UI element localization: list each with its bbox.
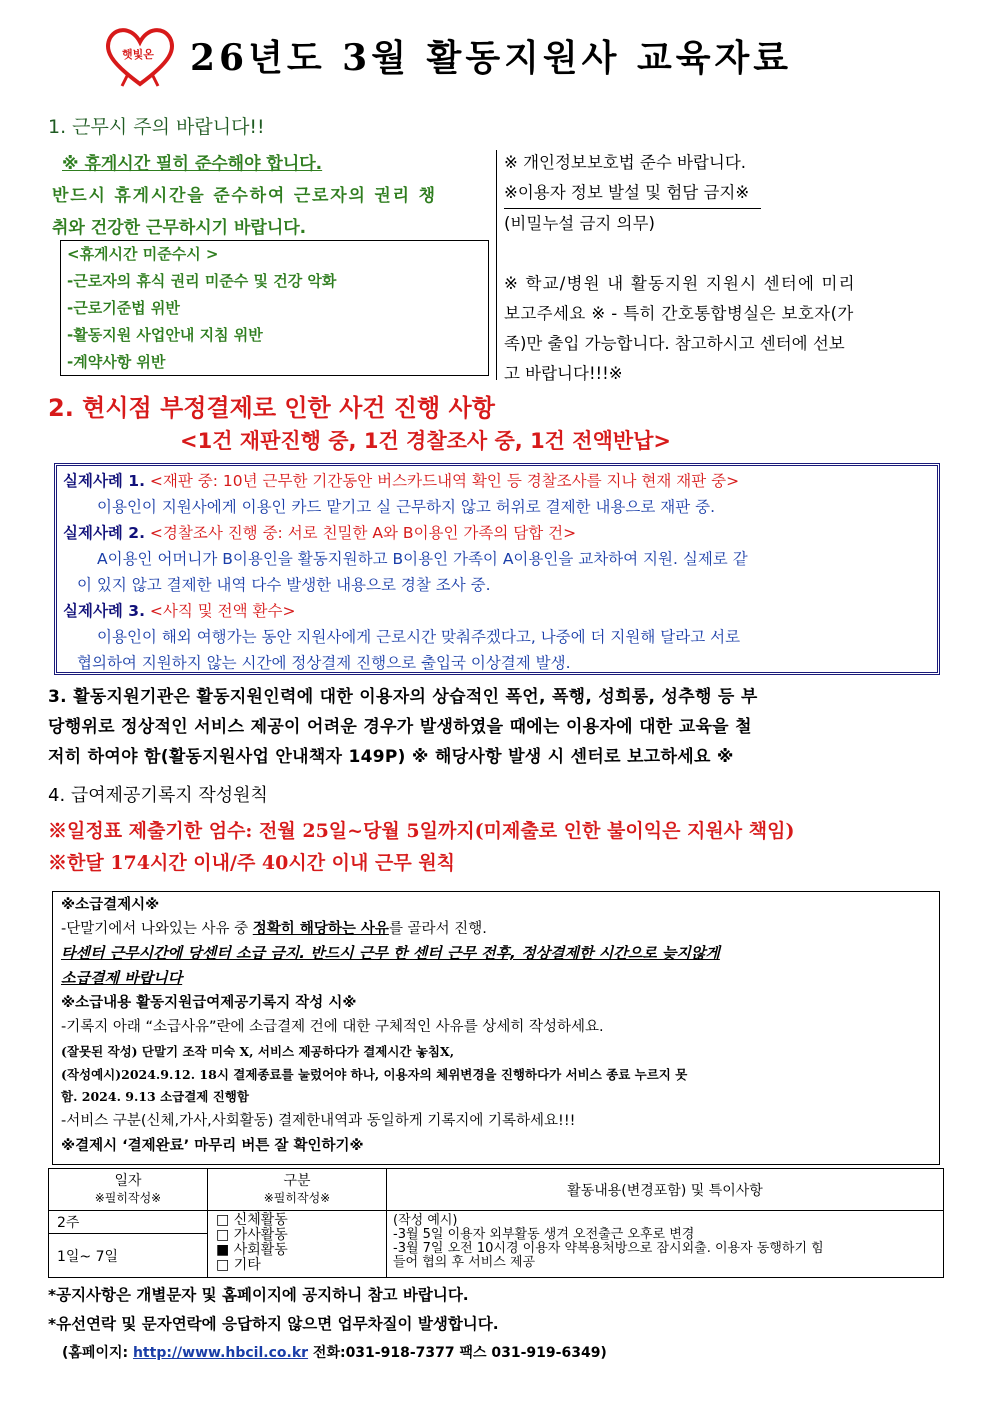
type-header xyxy=(208,1169,387,1211)
page-title: 26년도 3월 활동지원사 교육자료 xyxy=(190,37,793,79)
content-cell xyxy=(387,1211,944,1278)
retro-line2: 타센터 근무시간에 당센터 소급 금지. 반드시 근무 한 센터 근무 전후, 정상결제한 시간으로 늦지않게 xyxy=(61,944,720,962)
retro-heading: ※소급결제시※ xyxy=(61,897,160,913)
retro-line1 xyxy=(61,918,487,940)
date-header-note: ※필히작성※ xyxy=(94,1190,162,1205)
week-cell: 2주 xyxy=(49,1211,208,1234)
case3-label: 실제사례 3. xyxy=(63,602,145,620)
checkbox-icon[interactable]: □ xyxy=(216,1212,230,1228)
break-line1: ※ 휴게시간 필히 준수해야 합니다. xyxy=(62,154,323,174)
section3-line2: 당행위로 정상적인 서비스 제공이 어려운 경우가 발생하였을 때에는 이용자에 대한 교육을 철 xyxy=(48,717,752,737)
retro-example1: (작성예시)2024.9.12. 18시 결제종료를 눌렀어야 하나, 이용자의 체위변경을 진행하다가 서비스 종료 누르지 못 xyxy=(61,1067,688,1082)
retro-record-heading: ※소급내용 활동지원급여제공기록지 작성 시※ xyxy=(61,995,357,1011)
hospital-line1: ※ 학교/병원 내 활동지원 지원시 센터에 미리 xyxy=(504,274,856,293)
option-label: 기타 xyxy=(233,1257,261,1273)
case3-body2: 협의하여 지원하지 않는 시간에 정상결제 진행으로 출입국 이상결제 발생. xyxy=(77,654,571,672)
case-box xyxy=(54,463,940,675)
retro-line1-b: 정확히 해당하는 사유 xyxy=(252,921,389,937)
section3-paragraph xyxy=(48,682,944,772)
range-cell: 1일~ 7일 xyxy=(49,1234,208,1278)
footer-note1: *공지사항은 개별문자 및 홈페이지에 공지하니 참고 바랍니다. xyxy=(48,1286,469,1304)
heart-logo xyxy=(100,24,180,90)
retro-line8: -서비스 구분(신체,가사,사회활동) 결제한내역과 동일하게 기록지에 기록하세요!!! xyxy=(61,1113,576,1129)
date-header-label: 일자 xyxy=(114,1172,142,1189)
footer-note2: *유선연락 및 문자연락에 응답하지 않으면 업무차질이 발생합니다. xyxy=(48,1315,499,1333)
section3-line1: 3. 활동지원기관은 활동지원인력에 대한 이용자의 상습적인 폭언, 폭행, 성희롱, 성추행 등 부 xyxy=(48,687,758,707)
privacy-notice xyxy=(504,148,934,389)
retro-line4: -기록지 아래 “소급사유”란에 소급결제 건에 대한 구체적인 사유를 상세히 작성하세요. xyxy=(61,1019,604,1035)
checkbox-checked-icon[interactable]: ■ xyxy=(216,1242,230,1258)
date-header xyxy=(49,1169,208,1211)
privacy-line2: ※이용자 정보 발설 및 험담 금지※ xyxy=(504,178,761,209)
checkbox-icon[interactable]: □ xyxy=(216,1227,230,1243)
break-time-notice xyxy=(52,148,492,378)
content-header: 활동내용(변경포함) 및 특이사항 xyxy=(387,1169,944,1211)
section4-heading: 4. 급여제공기록지 작성원칙 xyxy=(48,785,268,806)
option-label: 사회활동 xyxy=(233,1242,288,1258)
logo-text: 햇빛온 xyxy=(122,48,154,61)
column-divider xyxy=(496,150,497,380)
privacy-line3: (비밀누설 금지 의무) xyxy=(504,214,655,233)
option-other[interactable] xyxy=(216,1258,385,1273)
option-physical[interactable] xyxy=(216,1213,385,1228)
violation-title: <휴게시간 미준수시 > xyxy=(67,245,219,263)
example-title: (작성 예시) xyxy=(393,1213,458,1228)
break-line2: 반드시 휴게시간을 준수하여 근로자의 권리 챙 xyxy=(52,186,437,206)
type-header-note: ※필히작성※ xyxy=(263,1190,331,1205)
type-options xyxy=(208,1211,387,1278)
option-social[interactable] xyxy=(216,1243,385,1258)
case3-title: <사직 및 전액 환수> xyxy=(149,602,296,620)
retro-example2: 함. 2024. 9.13 소급결제 진행함 xyxy=(61,1089,249,1104)
hospital-line2: 보고주세요 ※ - 특히 간호통합병실은 보호자(가 xyxy=(504,304,854,323)
case1-title: <재판 중: 10년 근무한 기간동안 버스카드내역 확인 등 경찰조사를 지나 현재 재판 중> xyxy=(149,472,740,490)
case1-label: 실제사례 1. xyxy=(63,472,145,490)
case2-label: 실제사례 2. xyxy=(63,524,145,542)
phone-fax: 전화:031-918-7377 팩스 031-919-6349) xyxy=(308,1345,607,1361)
type-header-label: 구분 xyxy=(283,1172,311,1189)
break-line3: 취와 건강한 근무하시기 바랍니다. xyxy=(52,218,307,238)
retro-line1-c: 를 골라서 진행. xyxy=(388,921,487,937)
checkbox-icon[interactable]: □ xyxy=(216,1257,230,1273)
section2-subheading: <1건 재판진행 중, 1건 경찰조사 중, 1건 전액반납> xyxy=(180,429,672,453)
option-label: 가사활동 xyxy=(233,1227,288,1243)
home-label: (홈페이지: xyxy=(62,1345,133,1361)
violation-item: -근로자의 휴식 권리 미준수 및 건강 악화 xyxy=(67,272,337,290)
retro-line3: 소급결제 바랍니다 xyxy=(61,969,183,987)
retro-line9: ※결제시 ‘결제완료’ 마무리 버튼 잘 확인하기※ xyxy=(61,1138,364,1154)
contact-line xyxy=(62,1342,607,1362)
violation-item: -근로기준법 위반 xyxy=(67,299,180,317)
violation-item: -계약사항 위반 xyxy=(67,353,166,371)
privacy-line1: ※ 개인정보보호법 준수 바랍니다. xyxy=(504,153,747,172)
example-line2: -3월 7일 오전 10시경 이용자 약복용처방으로 잠시외출. 이용자 동행하기 힘 xyxy=(393,1241,824,1256)
retro-line1-a: -단말기에서 나와있는 사유 중 xyxy=(61,921,253,937)
example-line1: -3월 5일 이용자 외부활동 생겨 오전출근 오후로 변경 xyxy=(393,1227,695,1242)
deadline-rule: ※일정표 제출기한 엄수: 전월 25일~당월 5일까지(미제출로 인한 불이익은 지원사 책임) xyxy=(48,820,795,842)
hospital-line3: 족)만 출입 가능합니다. 참고하시고 센터에 선보 xyxy=(504,334,845,353)
retro-wrong-example: (잘못된 작성) 단말기 조작 미숙 X, 서비스 제공하다가 결제시간 놓침X, xyxy=(61,1044,455,1059)
case1-body: 이용인이 지원사에게 이용인 카드 맡기고 실 근무하지 않고 허위로 결제한 내용으로 재판 중. xyxy=(97,498,716,516)
example-line3: 들어 협의 후 서비스 제공 xyxy=(393,1255,536,1270)
hospital-line4: 고 바랍니다!!!※ xyxy=(504,364,623,383)
option-label: 신체활동 xyxy=(233,1212,288,1228)
option-housework[interactable] xyxy=(216,1228,385,1243)
violation-box xyxy=(60,240,489,376)
case2-title: <경찰조사 진행 중: 서로 친밀한 A와 B이용인 가족의 담합 건> xyxy=(149,524,577,542)
section2-heading: 2. 현시점 부정결제로 인한 사건 진행 사항 xyxy=(48,394,495,422)
case2-body1: A이용인 어머니가 B이용인을 활동지원하고 B이용인 가족이 A이용인을 교차하여 지원. 실제로 같 xyxy=(97,550,748,568)
record-table xyxy=(48,1168,944,1278)
case3-body1: 이용인이 해외 여행가는 동안 지원사에게 근로시간 맞춰주겠다고, 나중에 더 지원해 달라고 서로 xyxy=(97,628,741,646)
homepage-link[interactable]: http://www.hbcil.co.kr xyxy=(132,1345,309,1361)
section3-line3: 저히 하여야 함(활동지원사업 안내책자 149P) ※ 해당사항 발생 시 센터로 보고하세요 ※ xyxy=(48,747,734,767)
section1-heading: 1. 근무시 주의 바랍니다!! xyxy=(48,116,265,138)
violation-item: -활동지원 사업안내 지침 위반 xyxy=(67,326,263,344)
case2-body2: 이 있지 않고 결제한 내역 다수 발생한 내용으로 경찰 조사 중. xyxy=(77,576,491,594)
retro-payment-box xyxy=(52,891,940,1165)
hours-rule: ※한달 174시간 이내/주 40시간 이내 근무 원칙 xyxy=(48,852,456,874)
